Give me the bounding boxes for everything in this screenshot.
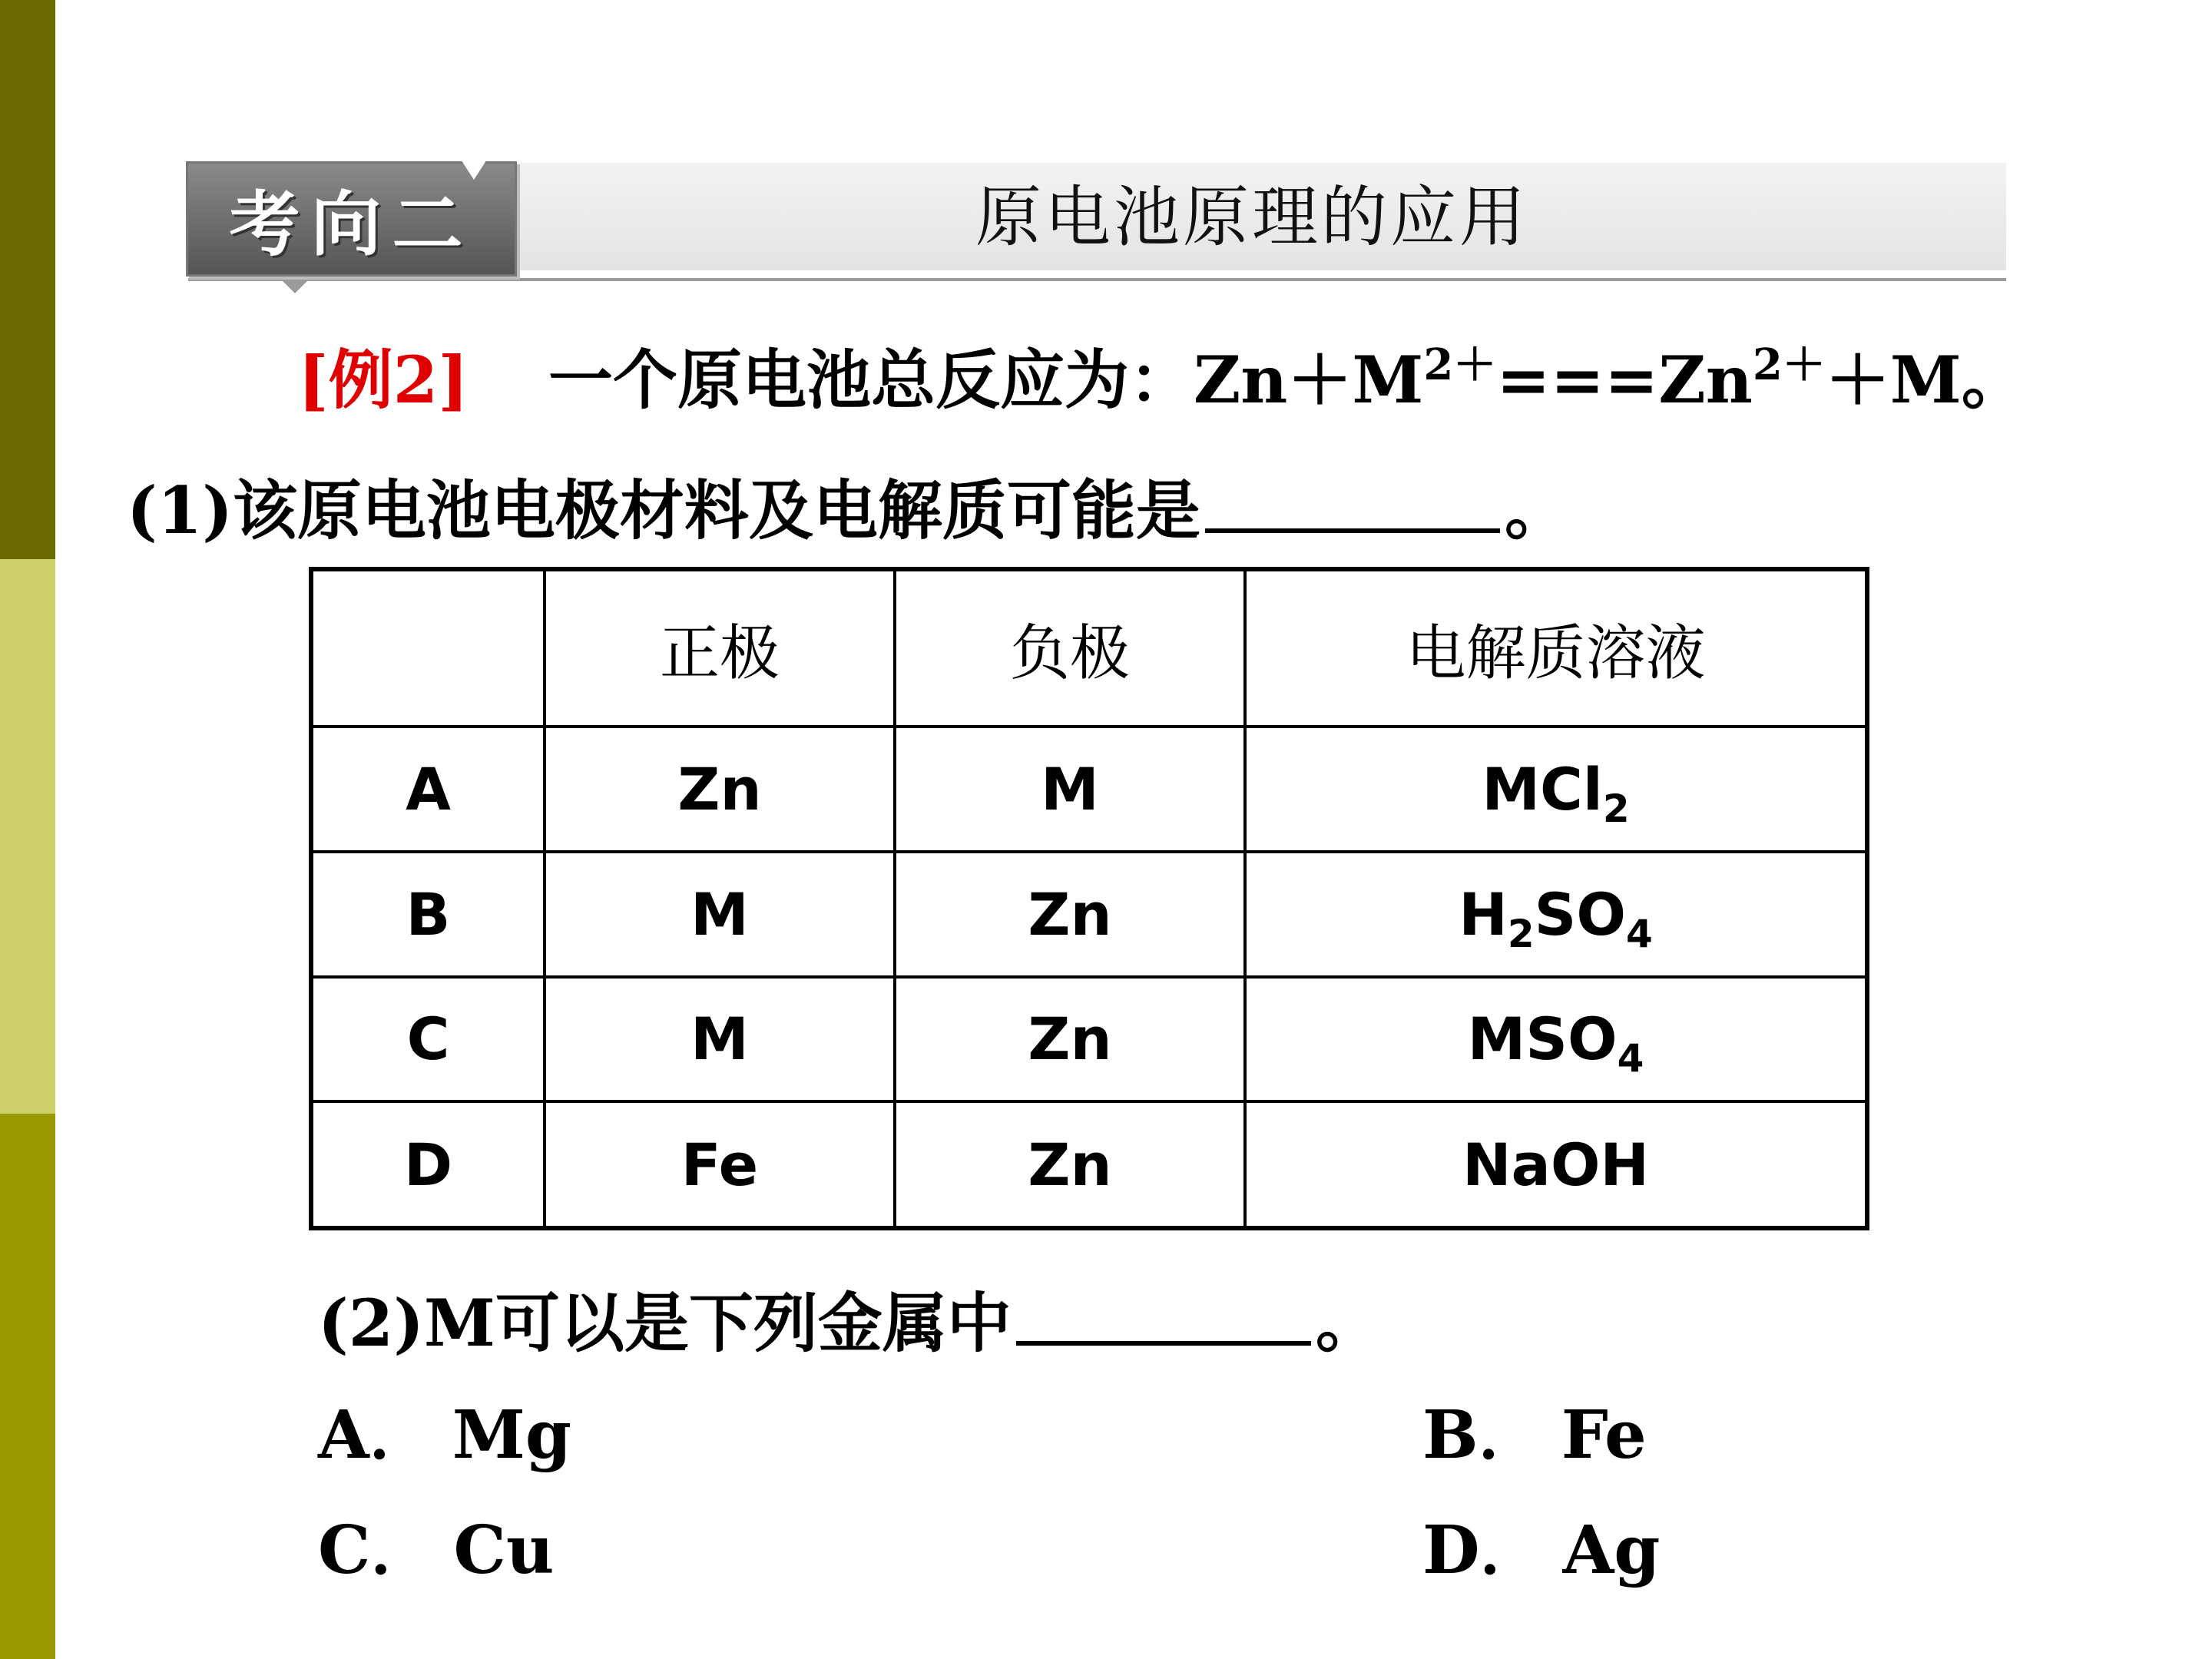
formula-part: H — [1459, 879, 1508, 949]
question-1 — [127, 469, 1569, 553]
positive-electrode: Zn — [545, 727, 895, 852]
table-header-row — [311, 569, 1867, 727]
section-title: 原电池原理的应用 — [975, 179, 1528, 256]
answer-blank-1[interactable] — [1205, 469, 1500, 533]
answer-blank-2[interactable] — [1016, 1281, 1311, 1346]
row-label: B — [311, 852, 545, 977]
charge-superscript-2: 2＋ — [1752, 339, 1826, 390]
left-stripe-bottom — [0, 1114, 55, 1659]
table-header-cell: 电解质溶液 — [1245, 569, 1867, 727]
electrolyte — [1245, 1101, 1867, 1228]
left-stripe-middle — [0, 559, 55, 1114]
question-2 — [318, 1281, 1380, 1366]
positive-electrode: M — [545, 977, 895, 1102]
option-value: Ag — [1562, 1512, 1661, 1589]
section-tag-label: 考向二 — [229, 184, 474, 266]
negative-electrode: M — [895, 727, 1245, 852]
table-header-cell: 正极 — [545, 569, 895, 727]
option-b[interactable] — [1422, 1393, 1647, 1478]
negative-electrode: Zn — [895, 852, 1245, 977]
section-header-underline — [188, 278, 2006, 281]
table-header-cell — [311, 569, 545, 727]
header-notch-icon — [281, 280, 309, 293]
negative-electrode: Zn — [895, 1101, 1245, 1228]
question-1-text: (1)该原电池电极材料及电解质可能是 — [127, 472, 1200, 548]
negative-electrode: Zn — [895, 977, 1245, 1102]
electrolyte — [1245, 727, 1867, 852]
tag-corner-icon — [457, 154, 491, 180]
option-a[interactable] — [318, 1393, 571, 1478]
table-header-cell: 负极 — [895, 569, 1245, 727]
formula-part: NaOH — [1462, 1130, 1650, 1199]
example-text-mid: ===Zn — [1496, 342, 1753, 418]
option-value: Mg — [452, 1396, 572, 1474]
option-key: D． — [1422, 1512, 1546, 1589]
option-d[interactable] — [1422, 1508, 1660, 1593]
question-2-text: (2)M可以是下列金属中 — [318, 1285, 1012, 1361]
electrolyte — [1245, 852, 1867, 977]
formula-subscript: 2 — [1602, 786, 1630, 831]
formula-part: SO — [1534, 879, 1626, 949]
option-key: C． — [318, 1512, 437, 1589]
option-key: A． — [318, 1396, 435, 1474]
row-label: C — [311, 977, 545, 1102]
option-value: Fe — [1561, 1396, 1647, 1474]
table-row — [311, 977, 1867, 1102]
left-stripe-top — [0, 0, 55, 559]
question-1-end: 。 — [1504, 472, 1569, 548]
charge-superscript-1: 2＋ — [1423, 339, 1497, 390]
formula-subscript: 2 — [1507, 911, 1535, 956]
positive-electrode: Fe — [545, 1101, 895, 1228]
option-c[interactable] — [318, 1508, 554, 1593]
positive-electrode: M — [545, 852, 895, 977]
electrolyte — [1245, 977, 1867, 1102]
example-text-prefix: 一个原电池总反应为：Zn＋M — [548, 342, 1424, 418]
table-row — [311, 727, 1867, 852]
formula-part: MCl — [1482, 754, 1603, 823]
row-label: A — [311, 727, 545, 852]
formula-part: MSO — [1467, 1005, 1618, 1074]
example-text-suffix: ＋M。 — [1825, 342, 2026, 418]
table-row — [311, 852, 1867, 977]
question-2-end: 。 — [1315, 1285, 1380, 1361]
row-label: D — [311, 1101, 545, 1228]
option-key: B． — [1422, 1396, 1545, 1474]
table-row — [311, 1101, 1867, 1228]
option-value: Cu — [453, 1512, 555, 1589]
options-table — [309, 567, 1869, 1230]
formula-subscript: 4 — [1625, 911, 1653, 956]
example-label: [例2] — [298, 342, 469, 418]
formula-subscript: 4 — [1617, 1036, 1644, 1081]
example-line — [298, 338, 2026, 422]
